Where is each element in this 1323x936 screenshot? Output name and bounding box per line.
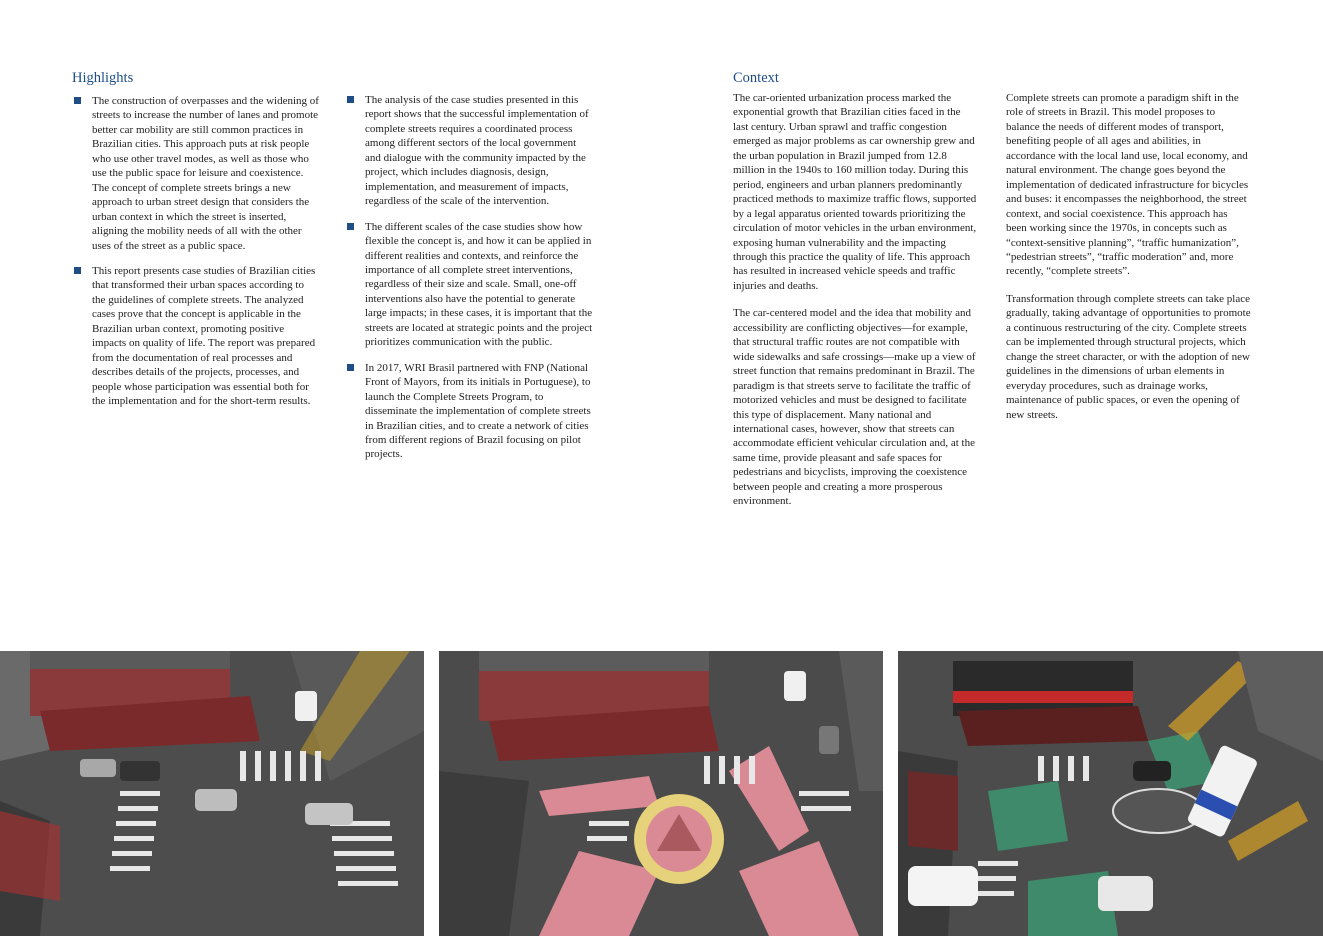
highlight-text-4: The different scales of the case studies show how flexible the concept is, and how it can be applied in different realities and contexts, and reinforce the importance of all complete street interventions, regardless of their size and scale. Small, one-off interventions also have the potential to generate large impacts; in these cases, it is important that the streets are located at strategic points and the project prioritizes communication with the public. bbox=[365, 220, 593, 349]
context-column-2 bbox=[1006, 91, 1251, 435]
bullet-square-icon bbox=[74, 267, 81, 274]
intersection-before-image bbox=[0, 651, 424, 936]
highlights-heading: Highlights bbox=[72, 70, 134, 86]
context-column-1 bbox=[733, 91, 978, 522]
bullet-square-icon bbox=[347, 96, 354, 103]
bullet-square-icon bbox=[74, 97, 81, 104]
context-paragraph-3: Complete streets can promote a paradigm shift in the role of streets in Brazil. This model proposes to balance the needs of different modes of transport, benefiting people of all ages and abilities, in accordance with the local land use, local economy, and natural environment. The change goes beyond the implementation of dedicated infrastructure for bicycles and buses: it encompasses the neighborhood, the street context, and social coexistence. This approach has been working since the 1970s, in concepts such as “context-sensitive planning”, “traffic humanization”, “pedestrian streets”, “traffic moderation” and, more recently, “complete streets”. bbox=[1006, 92, 1249, 278]
context-heading: Context bbox=[733, 70, 779, 86]
highlight-text-2: This report presents case studies of Brazilian cities that transformed their urban spaces according to the guidelines of complete streets. The analyzed cases prove that the concept is applicable in the Brazilian urban context, promoting positive impacts on quality of life. The report was prepared from the documentation of real processes and describes details of the projects, processes, and people whose participation was essential both for the implementation and for the short-term results. bbox=[92, 264, 316, 408]
bullet-square-icon bbox=[347, 364, 354, 371]
highlight-text-1: The construction of overpasses and the widening of streets to increase the number of lanes and promote better car mobility are still common practices in Brazilian cities. This approach puts at risk people who use other travel modes, as well as those who use the public space for leisure and coexistence. The concept of complete streets brings a new approach to urban street design that considers the urban context in which the street is inserted, aligning the mobility needs of all with the other uses of the street as a public space. bbox=[92, 95, 319, 252]
intersection-tactical-image bbox=[439, 651, 883, 936]
context-paragraph-4: Transformation through complete streets can take place gradually, taking advantage of opportunities to promote a continuous restructuring of the city. Complete streets can be implemented through structural projects, which change the street character, or with the adoption of new guidelines in the dimensions of urban elements in everyday procedures, such as drainage works, maintenance of public spaces, or even the opening of new streets. bbox=[1006, 292, 1251, 421]
photo-intersection-tactical bbox=[439, 651, 883, 936]
highlight-bullet-1 bbox=[72, 94, 320, 253]
bullet-square-icon bbox=[347, 223, 354, 230]
context-paragraph-2: The car-centered model and the idea that mobility and accessibility are conflicting objectives—for example, that structural traffic routes are not compatible with wide sidewalks and safe crossings—make up a view of street function that remains predominant in Brazil. The paradigm is that streets serve to facilitate the traffic of motorized vehicles and must be designed to facilitate this type of displacement. Many national and international cases, however, show that streets can accommodate efficient vehicular circulation and, at the same time, provide pleasant and safe spaces for pedestrians and bicyclists, improving the coexistence between people and creating a more prosperous environment. bbox=[733, 307, 976, 508]
context-paragraph-1: The car-oriented urbanization process marked the exponential growth that Brazilian cities faced in the last century. Urban sprawl and traffic congestion emerged as major problems as car ownership grew and the urban population in Brazil jumped from 12.8 million in the 1940s to 160 million today. During this period, engineers and urban planners predominantly practiced methods to maximize traffic flows, supported by a legal apparatus oriented towards prioritizing the circulation of motor vehicles in the urban environment, exposing human vulnerability and the impacting through this practice the quality of life. This approach has resulted in increased vehicle speeds and traffic injuries and deaths. bbox=[733, 92, 977, 292]
highlights-column-1 bbox=[72, 94, 320, 420]
photo-intersection-permanent bbox=[898, 651, 1323, 936]
intersection-permanent-image bbox=[898, 651, 1323, 936]
highlight-bullet-3 bbox=[345, 93, 593, 209]
highlight-bullet-2 bbox=[72, 264, 320, 409]
photo-intersection-before bbox=[0, 651, 424, 936]
highlights-column-2 bbox=[345, 93, 593, 473]
highlight-text-3: The analysis of the case studies presented in this report shows that the successful implementation of complete streets requires a coordinated process among different sectors of the local government and dialogue with the community impacted by the project, which includes diagnosis, design, implementation, and measurement of impacts, regardless of the scale of the intervention. bbox=[365, 94, 589, 208]
highlight-bullet-5 bbox=[345, 361, 593, 462]
highlight-text-5: In 2017, WRI Brasil partnered with FNP (National Front of Mayors, from its initials in Portuguese), to launch the Complete Streets Program, to disseminate the implementation of complete streets in Brazilian cities, and to create a network of cities from different regions of Brazil focusing on pilot projects. bbox=[365, 361, 591, 461]
highlight-bullet-4 bbox=[345, 220, 593, 350]
